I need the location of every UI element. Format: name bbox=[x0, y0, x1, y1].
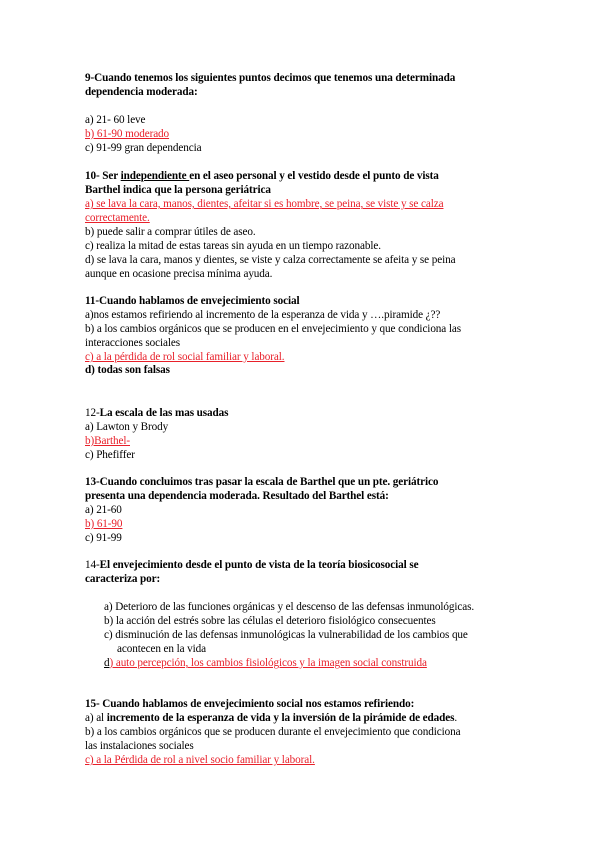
q10-title-pre: 10- Ser bbox=[85, 170, 121, 182]
q12-option-b-correct: b)Barthel- bbox=[85, 435, 130, 447]
q10-title-line1 bbox=[85, 169, 439, 183]
q15-option-a bbox=[85, 711, 457, 725]
q14-title-text: El envejecimiento desde el punto de vista de la teoría biosicosocial se bbox=[99, 559, 419, 571]
q14-title-line1 bbox=[85, 558, 419, 572]
q15-option-b-line2: las instalaciones sociales bbox=[85, 740, 194, 752]
q10-title-underlined: independiente bbox=[120, 170, 190, 182]
q9-option-b-correct: b) 61-90 moderado bbox=[85, 128, 170, 140]
q12-title bbox=[85, 406, 228, 420]
q14-option-b: b) la acción del estrés sobre las células el deterioro fisiológico consecuentes bbox=[104, 615, 436, 627]
q15-option-b-line1: b) a los cambios orgánicos que se producen durante el envejecimiento que condiciona bbox=[85, 726, 461, 738]
q10-title-line2: Barthel indica que la persona geriátrica bbox=[85, 184, 271, 196]
q14-title-line2: caracteriza por: bbox=[85, 573, 161, 585]
q15-option-a-post: . bbox=[454, 712, 458, 724]
q11-option-b-line2: interacciones sociales bbox=[85, 337, 181, 349]
q14-number: 14- bbox=[85, 559, 100, 571]
q15-option-c-correct: c) a la Pérdida de rol a nivel socio familiar y laboral. bbox=[85, 754, 315, 766]
q13-option-b-correct: b) 61-90 bbox=[85, 518, 123, 530]
q10-option-d-line1: d) se lava la cara, manos y dientes, se viste y calza correctamente se afeita y se peina bbox=[85, 254, 456, 266]
q12-option-a: a) Lawton y Brody bbox=[85, 421, 169, 433]
q10-option-a-correct-line1: a) se lava la cara, manos, dientes, afeitar si es hombre, se peina, se viste y se calza bbox=[85, 198, 444, 210]
q14-option-d-text: ) auto percepción, los cambios fisiológicos y la imagen social construida bbox=[109, 657, 427, 669]
q10-option-c: c) realiza la mitad de estas tareas sin ayuda en un tiempo razonable. bbox=[85, 240, 381, 252]
q14-option-d-correct bbox=[104, 656, 427, 670]
q14-option-a: a) Deterioro de las funciones orgánicas y el descenso de las defensas inmunológicas. bbox=[104, 601, 475, 613]
q15-title: 15- Cuando hablamos de envejecimiento social nos estamos refiriendo: bbox=[85, 698, 415, 710]
q15-option-a-pre: a) al bbox=[85, 712, 107, 724]
q9-option-c: c) 91-99 gran dependencia bbox=[85, 142, 202, 154]
q11-option-c-correct: c) a la pérdida de rol social familiar y laboral. bbox=[85, 351, 285, 363]
q10-option-d-line2: aunque en ocasione precisa mínima ayuda. bbox=[85, 268, 273, 280]
q9-title-line2: dependencia moderada: bbox=[85, 86, 198, 98]
q12-option-c: c) Phefiffer bbox=[85, 449, 135, 461]
q10-title-post: en el aseo personal y el vestido desde el punto de vista bbox=[189, 170, 439, 182]
q11-title: 11-Cuando hablamos de envejecimiento social bbox=[85, 295, 300, 307]
q14-option-c-line2: acontecen en la vida bbox=[117, 643, 207, 655]
q11-option-d: d) todas son falsas bbox=[85, 364, 170, 376]
q13-title-line1: 13-Cuando concluimos tras pasar la escala de Barthel que un pte. geriátrico bbox=[85, 476, 439, 488]
q11-option-b-line1: b) a los cambios orgánicos que se producen en el envejecimiento y que condiciona las bbox=[85, 323, 461, 335]
q13-title-line2: presenta una dependencia moderada. Resultado del Barthel está: bbox=[85, 490, 389, 502]
q13-option-c: c) 91-99 bbox=[85, 532, 122, 544]
q13-option-a: a) 21-60 bbox=[85, 504, 122, 516]
q11-option-a: a)nos estamos refiriendo al incremento de la esperanza de vida y ….piramide ¿?? bbox=[85, 309, 441, 321]
q15-option-a-bold: incremento de la esperanza de vida y la inversión de la pirámide de edades bbox=[106, 712, 455, 724]
q10-option-a-correct-line2: correctamente. bbox=[85, 212, 150, 224]
q14-option-d-letter: d bbox=[104, 657, 110, 669]
q9-title-line1: 9-Cuando tenemos los siguientes puntos decimos que tenemos una determinada bbox=[85, 72, 456, 84]
q14-option-c-line1: c) disminución de las defensas inmunológicas la vulnerabilidad de los cambios que bbox=[104, 629, 468, 641]
q9-option-a: a) 21- 60 leve bbox=[85, 114, 146, 126]
q12-number: 12- bbox=[85, 407, 100, 419]
q12-title-text: La escala de las mas usadas bbox=[99, 407, 229, 419]
q10-option-b: b) puede salir a comprar útiles de aseo. bbox=[85, 226, 256, 238]
